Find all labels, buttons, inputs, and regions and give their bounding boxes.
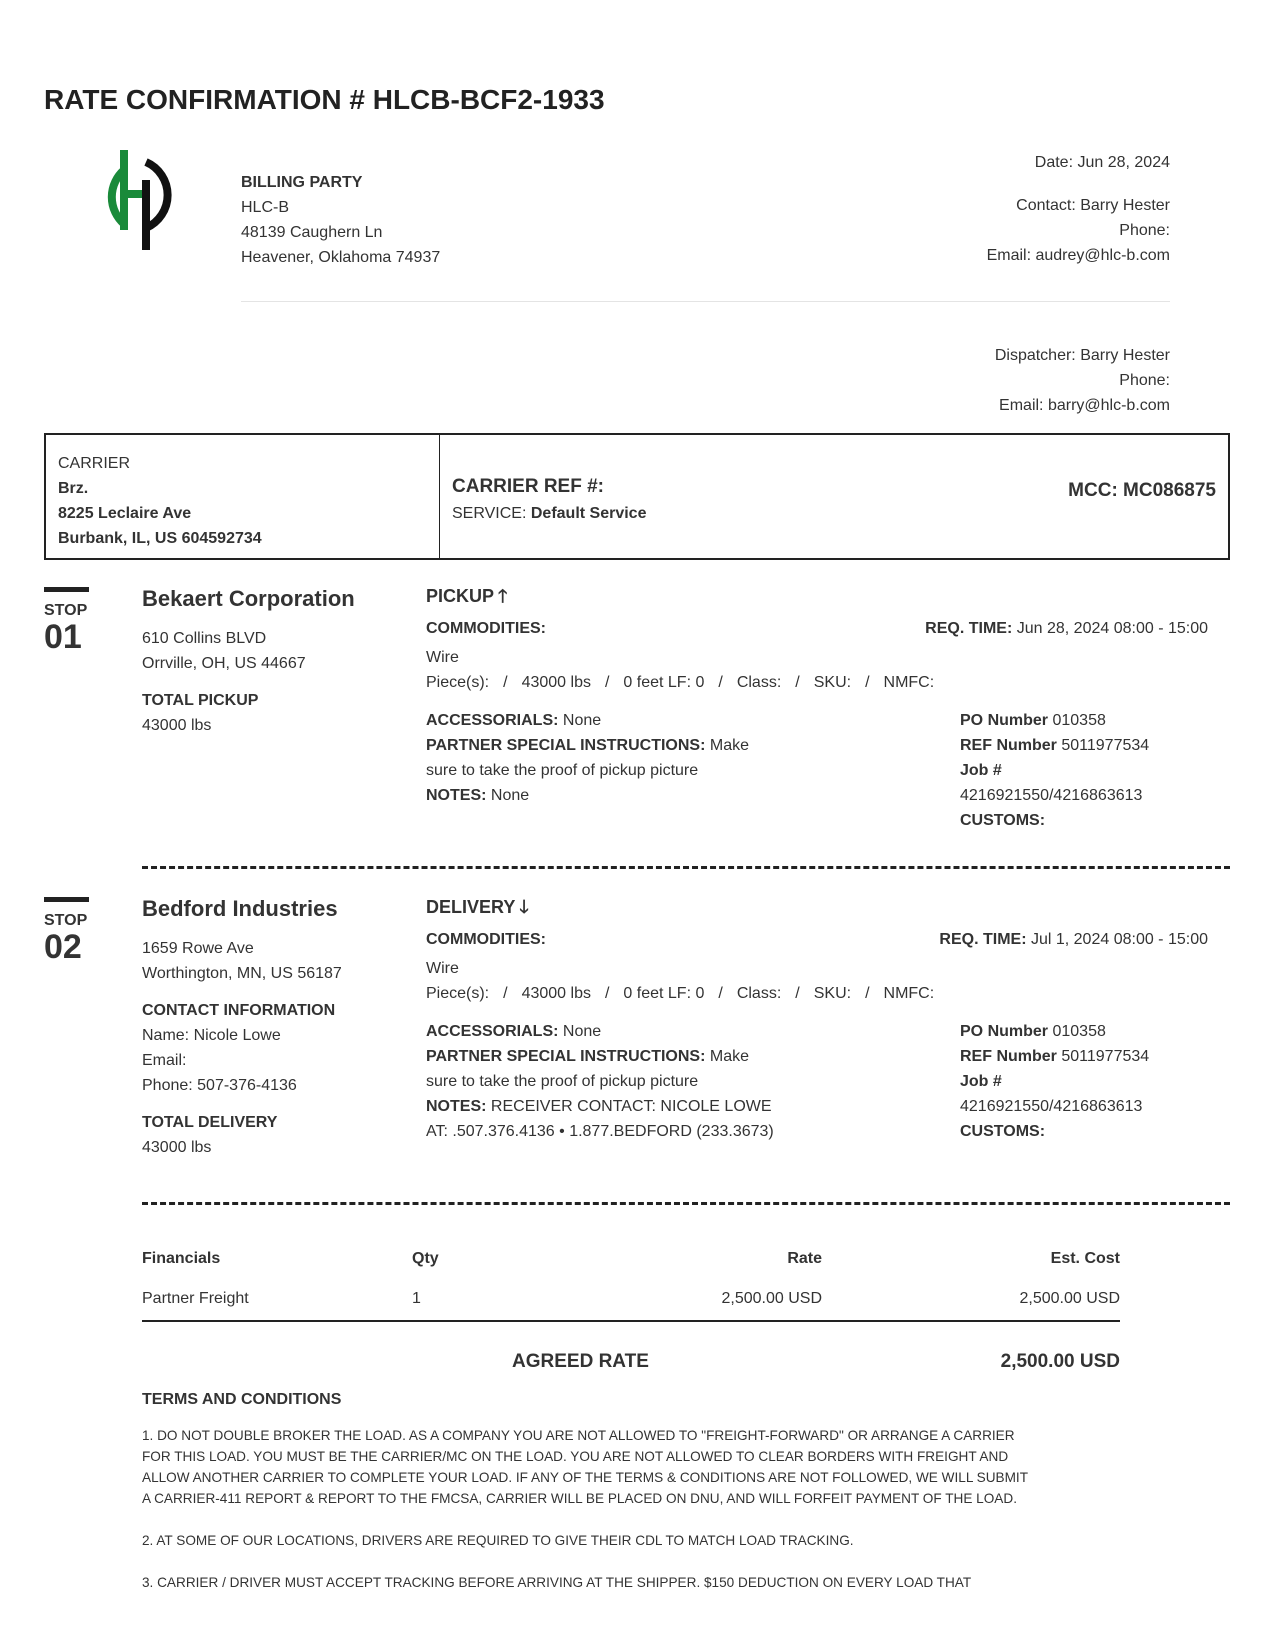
- pieces-nmfc: NMFC:: [883, 674, 935, 691]
- ref-value: 5011977534: [1061, 1048, 1150, 1065]
- pieces-weight: 43000 lbs: [521, 674, 591, 691]
- pieces-nmfc: NMFC:: [883, 985, 935, 1002]
- accessorials-value: None: [562, 1023, 602, 1040]
- notes-value: None: [490, 787, 530, 804]
- job-value: 4216921550/4216863613: [960, 1098, 1143, 1115]
- notes-label: NOTES:: [426, 1098, 487, 1115]
- separator: /: [604, 674, 610, 691]
- carrier-label: CARRIER: [58, 455, 131, 472]
- page-title: RATE CONFIRMATION # HLCB-BCF2-1933: [44, 84, 605, 115]
- notes-value-cont: AT: .507.376.4136 • 1.877.BEDFORD (233.3673): [426, 1123, 774, 1140]
- pieces-sku: SKU:: [813, 674, 852, 691]
- carrier-ref-label: CARRIER REF #:: [452, 476, 605, 497]
- req-time-label: REQ. TIME:: [925, 620, 1013, 637]
- contact-email: Email: audrey@hlc-b.com: [986, 247, 1170, 264]
- pieces-weight: 43000 lbs: [521, 985, 591, 1002]
- header-info: [987, 150, 1170, 268]
- po-label: PO Number: [960, 712, 1049, 729]
- contact-name: Contact: Barry Hester: [1016, 197, 1170, 214]
- req-time-value: Jun 28, 2024 08:00 - 15:00: [1016, 620, 1208, 637]
- commodity-name: Wire: [426, 960, 459, 977]
- ref-value: 5011977534: [1061, 737, 1150, 754]
- agreed-rate-label: AGREED RATE: [512, 1351, 649, 1372]
- stop-number: 01: [44, 618, 82, 656]
- stop-type-label: DELIVERY: [426, 897, 516, 917]
- line-item-cost: 2,500.00 USD: [822, 1290, 1120, 1321]
- stop-details: [426, 895, 1208, 1006]
- notes-value: RECEIVER CONTACT: NICOLE LOWE: [490, 1098, 772, 1115]
- arrow-up-icon: 🡑: [498, 586, 508, 606]
- financials-header-row: [142, 1250, 1120, 1290]
- stop-location: [142, 586, 355, 738]
- terms-line: 1. DO NOT DOUBLE BROKER THE LOAD. AS A COMPANY YOU ARE NOT ALLOWED TO "FREIGHT-FORWARD" OR ARRANGE A CARRIER: [142, 1428, 1015, 1443]
- line-item-name: Partner Freight: [142, 1290, 412, 1321]
- dispatcher-phone: Phone:: [1119, 372, 1170, 389]
- contact-phone: Phone:: [1119, 222, 1170, 239]
- service-value: Default Service: [530, 505, 647, 522]
- service-label: SERVICE:: [452, 505, 527, 522]
- pieces-label: Piece(s):: [426, 985, 490, 1002]
- pieces-length: 0 feet LF: 0: [623, 674, 705, 691]
- commodities-label: COMMODITIES:: [426, 620, 546, 637]
- dispatcher-email: Email: barry@hlc-b.com: [999, 397, 1170, 414]
- stop-marker: [44, 587, 89, 654]
- terms-item-3: 3. CARRIER / DRIVER MUST ACCEPT TRACKING BEFORE ARRIVING AT THE SHIPPER. $150 DEDUCTION ON EVERY LOAD THAT: [142, 1575, 972, 1590]
- stop-company: Bekaert Corporation: [142, 586, 355, 611]
- stop-type-label: PICKUP: [426, 586, 495, 606]
- billing-address1: 48139 Caughern Ln: [241, 224, 383, 241]
- separator: /: [718, 985, 723, 1002]
- stop-total-value: 43000 lbs: [142, 1139, 212, 1156]
- pieces-row: [426, 670, 1208, 695]
- carrier-ref: [452, 473, 646, 527]
- commodity-name: Wire: [426, 649, 459, 666]
- contact-info-label: CONTACT INFORMATION: [142, 1002, 336, 1019]
- carrier-address2: Burbank, IL, US 604592734: [58, 530, 262, 547]
- stop-marker: [44, 897, 89, 964]
- stop-accessorials: [426, 1019, 866, 1144]
- dispatcher-name: Dispatcher: Barry Hester: [994, 347, 1170, 364]
- separator: /: [865, 985, 870, 1002]
- stop-type: [426, 584, 1208, 614]
- terms-line: ALLOW ANOTHER CARRIER TO COMPLETE YOUR LOAD. IF ANY OF THE TERMS & CONDITIONS ARE NOT FOLLOWED, WE WILL SUBMIT: [142, 1470, 1029, 1485]
- job-value: 4216921550/4216863613: [960, 787, 1143, 804]
- terms-heading: TERMS AND CONDITIONS: [142, 1391, 342, 1408]
- rate-header: Rate: [787, 1250, 822, 1267]
- stop-bar: [44, 587, 89, 592]
- po-value: 010358: [1052, 712, 1106, 729]
- stop-location: [142, 896, 342, 1160]
- customs-label: CUSTOMS:: [960, 812, 1046, 829]
- separator: /: [503, 674, 508, 691]
- stop-number: 02: [44, 928, 82, 966]
- mcc-number: MCC: MC086875: [1068, 480, 1216, 501]
- stop-bar: [44, 897, 89, 902]
- financials-table: [142, 1250, 1120, 1322]
- contact-info-phone: Phone: 507-376-4136: [142, 1077, 297, 1094]
- line-item-qty: 1: [412, 1290, 562, 1321]
- line-item-rate: 2,500.00 USD: [562, 1290, 822, 1321]
- document-date: Date: Jun 28, 2024: [1034, 154, 1170, 171]
- req-time-value: Jul 1, 2024 08:00 - 15:00: [1030, 931, 1208, 948]
- carrier-info: [46, 435, 440, 558]
- ref-label: REF Number: [960, 737, 1057, 754]
- pieces-length: 0 feet LF: 0: [623, 985, 705, 1002]
- stop-divider: [142, 1202, 1230, 1205]
- carrier-address1: 8225 Leclaire Ave: [58, 505, 192, 522]
- customs-label: CUSTOMS:: [960, 1123, 1046, 1140]
- billing-heading: BILLING PARTY: [241, 174, 363, 191]
- agreed-rate-value: 2,500.00 USD: [1000, 1351, 1120, 1372]
- divider: [241, 301, 1170, 302]
- po-label: PO Number: [960, 1023, 1049, 1040]
- pieces-row: [426, 981, 1208, 1006]
- financials-header: Financials: [142, 1250, 221, 1267]
- separator: /: [865, 674, 870, 691]
- separator: /: [604, 985, 610, 1002]
- stop-total-value: 43000 lbs: [142, 717, 212, 734]
- terms-item-2: 2. AT SOME OF OUR LOCATIONS, DRIVERS ARE REQUIRED TO GIVE THEIR CDL TO MATCH LOAD TRACKING.: [142, 1533, 854, 1548]
- accessorials-value: None: [562, 712, 602, 729]
- billing-address2: Heavener, Oklahoma 74937: [241, 249, 441, 266]
- stop-address1: 610 Collins BLVD: [142, 630, 267, 647]
- stop-company: Bedford Industries: [142, 896, 338, 921]
- instructions-value-cont: sure to take the proof of pickup picture: [426, 1073, 699, 1090]
- accessorials-label: ACCESSORIALS:: [426, 712, 559, 729]
- pieces-class: Class:: [736, 674, 782, 691]
- terms-line: A CARRIER-411 REPORT & REPORT TO THE FMCSA, CARRIER WILL BE PLACED ON DNU, AND WILL FORFEIT PAYMENT OF THE LOAD.: [142, 1491, 1017, 1506]
- pieces-class: Class:: [736, 985, 782, 1002]
- stop-label: STOP: [44, 602, 88, 619]
- stop-label: STOP: [44, 912, 88, 929]
- instructions-label: PARTNER SPECIAL INSTRUCTIONS:: [426, 1048, 706, 1065]
- billing-party: [241, 170, 440, 270]
- separator: /: [718, 674, 723, 691]
- table-row: [142, 1290, 1120, 1321]
- terms-item-1: [142, 1425, 1122, 1509]
- separator: /: [795, 674, 800, 691]
- stop-address2: Worthington, MN, US 56187: [142, 965, 342, 982]
- accessorials-label: ACCESSORIALS:: [426, 1023, 559, 1040]
- instructions-value: Make: [709, 1048, 749, 1065]
- carrier-box: [44, 433, 1230, 560]
- arrow-down-icon: 🡓: [519, 897, 529, 917]
- instructions-value-cont: sure to take the proof of pickup picture: [426, 762, 699, 779]
- job-label: Job #: [960, 1073, 1002, 1090]
- po-value: 010358: [1052, 1023, 1106, 1040]
- job-label: Job #: [960, 762, 1002, 779]
- stop-address1: 1659 Rowe Ave: [142, 940, 254, 957]
- stop-total-label: TOTAL PICKUP: [142, 692, 259, 709]
- stop-divider: [142, 866, 1230, 869]
- contact-info-name: Name: Nicole Lowe: [142, 1027, 281, 1044]
- est-cost-header: Est. Cost: [1050, 1250, 1120, 1267]
- stop-references: [960, 1019, 1149, 1144]
- ref-label: REF Number: [960, 1048, 1057, 1065]
- contact-info-email: Email:: [142, 1052, 187, 1069]
- dispatcher-info: [995, 343, 1170, 418]
- separator: /: [795, 985, 800, 1002]
- req-time-label: REQ. TIME:: [939, 931, 1027, 948]
- stop-total-label: TOTAL DELIVERY: [142, 1114, 278, 1131]
- pieces-sku: SKU:: [813, 985, 852, 1002]
- instructions-label: PARTNER SPECIAL INSTRUCTIONS:: [426, 737, 706, 754]
- stop-accessorials: [426, 708, 806, 808]
- stop-details: [426, 584, 1208, 695]
- stop-address2: Orrville, OH, US 44667: [142, 655, 306, 672]
- stop-type: [426, 895, 1208, 925]
- billing-name: HLC-B: [241, 199, 290, 216]
- notes-label: NOTES:: [426, 787, 487, 804]
- commodities-label: COMMODITIES:: [426, 931, 546, 948]
- stop-references: [960, 708, 1149, 833]
- pieces-label: Piece(s):: [426, 674, 490, 691]
- terms-line: FOR THIS LOAD. YOU MUST BE THE CARRIER/MC ON THE LOAD. YOU ARE NOT ALLOWED TO CLEAR BORDERS WITH FREIGHT AND: [142, 1449, 1009, 1464]
- qty-header: Qty: [412, 1250, 439, 1267]
- instructions-value: Make: [709, 737, 749, 754]
- carrier-name: Brz.: [58, 480, 89, 497]
- company-logo-icon: [98, 150, 180, 250]
- separator: /: [503, 985, 508, 1002]
